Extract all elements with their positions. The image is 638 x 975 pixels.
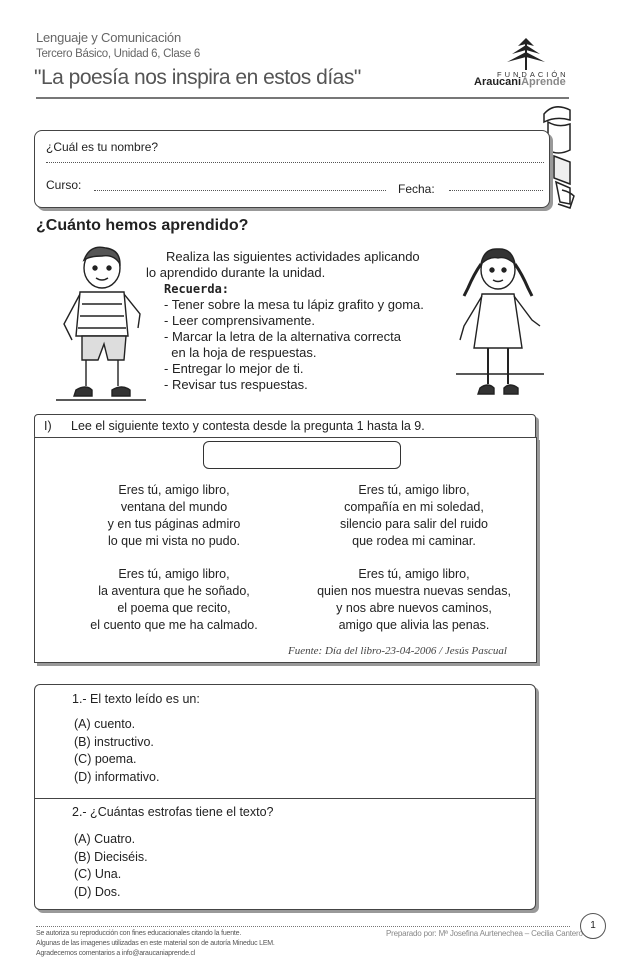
poem-line: ventana del mundo	[120, 500, 228, 514]
poem-line: que rodea mi caminar.	[352, 534, 476, 548]
poem-line: Eres tú, amigo libro,	[118, 483, 230, 497]
logo-name-a: Araucani	[474, 76, 522, 88]
unit-label: Tercero Básico, Unidad 6, Clase 6	[36, 48, 200, 60]
question-2: 2.- ¿Cuántas estrofas tiene el texto?	[72, 805, 274, 819]
instructions-line2: lo aprendido durante la unidad.	[146, 265, 326, 280]
poem-line: Eres tú, amigo libro,	[358, 483, 470, 497]
logo-fundacion: FUNDACIÓN	[497, 70, 569, 79]
question-2-options	[74, 831, 148, 901]
footer-note: Se autoriza su reproducción con fines educacionales citando la fuente.	[36, 930, 242, 937]
header-rule	[36, 97, 569, 99]
fecha-label: Fecha:	[398, 182, 435, 196]
boy-illustration	[56, 244, 148, 404]
footer-credits: Preparado por: Mª Josefina Aurtenechea – Cecilia Cantero	[386, 929, 583, 938]
instruction-item: - Leer comprensivamente.	[164, 313, 316, 328]
poem-line: el cuento que me ha calmado.	[90, 618, 258, 632]
poem-stanza-3	[294, 482, 534, 550]
answer-option[interactable]: (C) poema.	[74, 752, 137, 766]
poem-stanza-2	[54, 566, 294, 634]
poem-line: y en tus páginas admiro	[107, 517, 241, 531]
footer-notes	[36, 929, 275, 959]
poem-stanza-1	[54, 482, 294, 550]
instruction-item: - Entregar lo mejor de ti.	[164, 361, 304, 376]
poem-line: lo que mi vista no pudo.	[107, 534, 241, 548]
answer-option[interactable]: (A) Cuatro.	[74, 832, 136, 846]
name-question: ¿Cuál es tu nombre?	[46, 140, 159, 154]
questions-divider	[34, 798, 535, 799]
poem-line: el poema que recito,	[117, 601, 231, 615]
poem-line: y nos abre nuevos caminos,	[336, 601, 492, 615]
poem-line: compañía en mi soledad,	[344, 500, 484, 514]
instruction-item: - Tener sobre la mesa tu lápiz grafito y goma.	[164, 297, 424, 312]
poem-line: la aventura que he soñado,	[98, 584, 250, 598]
fecha-field[interactable]	[449, 190, 543, 191]
instructions-block	[146, 249, 452, 393]
poem-line: amigo que alivia las penas.	[338, 618, 490, 632]
answer-option[interactable]: (B) Dieciséis.	[74, 849, 148, 864]
question-1: 1.- El texto leído es un:	[72, 692, 200, 706]
section-instruction: Lee el siguiente texto y contesta desde la pregunta 1 hasta la 9.	[71, 419, 425, 433]
instruction-item: - Revisar tus respuestas.	[164, 377, 308, 392]
poem-line: silencio para salir del ruido	[340, 517, 488, 531]
page-title: "La poesía nos inspira en estos días"	[34, 66, 361, 89]
poem-source: Fuente: Día del libro-23-04-2006 / Jesús Pascual	[288, 645, 507, 657]
subject-label: Lenguaje y Comunicación	[36, 30, 181, 45]
name-field[interactable]	[46, 162, 544, 163]
curso-field[interactable]	[94, 190, 386, 191]
girl-illustration	[452, 244, 544, 404]
recuerda-label: Recuerda:	[164, 282, 230, 296]
logo-name-b: Aprende	[521, 76, 566, 88]
question-1-options	[74, 716, 159, 786]
answer-option[interactable]: (B) instructivo.	[74, 734, 154, 749]
curso-label: Curso:	[46, 178, 82, 192]
footer-note: Algunas de las imagenes utilizadas en este material son de autoría Mineduc LEM.	[36, 940, 275, 947]
page-number: 1	[580, 913, 606, 939]
logo-name	[474, 76, 566, 88]
poem-stanza-4	[294, 566, 534, 634]
answer-option[interactable]: (A) cuento.	[74, 717, 136, 731]
section-heading: ¿Cuánto hemos aprendido?	[36, 217, 249, 234]
footer-note: Agradecemos comentarios a info@araucaniaprende.cl	[36, 950, 196, 957]
logo-tree-icon	[504, 36, 548, 70]
poem-line: Eres tú, amigo libro,	[118, 567, 230, 581]
poem-line: quien nos muestra nuevas sendas,	[317, 584, 511, 598]
section-number: I)	[44, 419, 52, 433]
answer-option[interactable]: (D) informativo.	[74, 769, 160, 784]
instructions-line1: Realiza las siguientes actividades aplicando	[166, 249, 420, 264]
poem-line: Eres tú, amigo libro,	[358, 567, 470, 581]
instruction-item: en la hoja de respuestas.	[164, 345, 317, 360]
poem-title-blank	[203, 441, 401, 469]
answer-option[interactable]: (C) Una.	[74, 867, 122, 881]
instruction-item: - Marcar la letra de la alternativa correcta	[164, 329, 401, 344]
answer-option[interactable]: (D) Dos.	[74, 884, 121, 899]
footer-rule	[36, 926, 570, 927]
